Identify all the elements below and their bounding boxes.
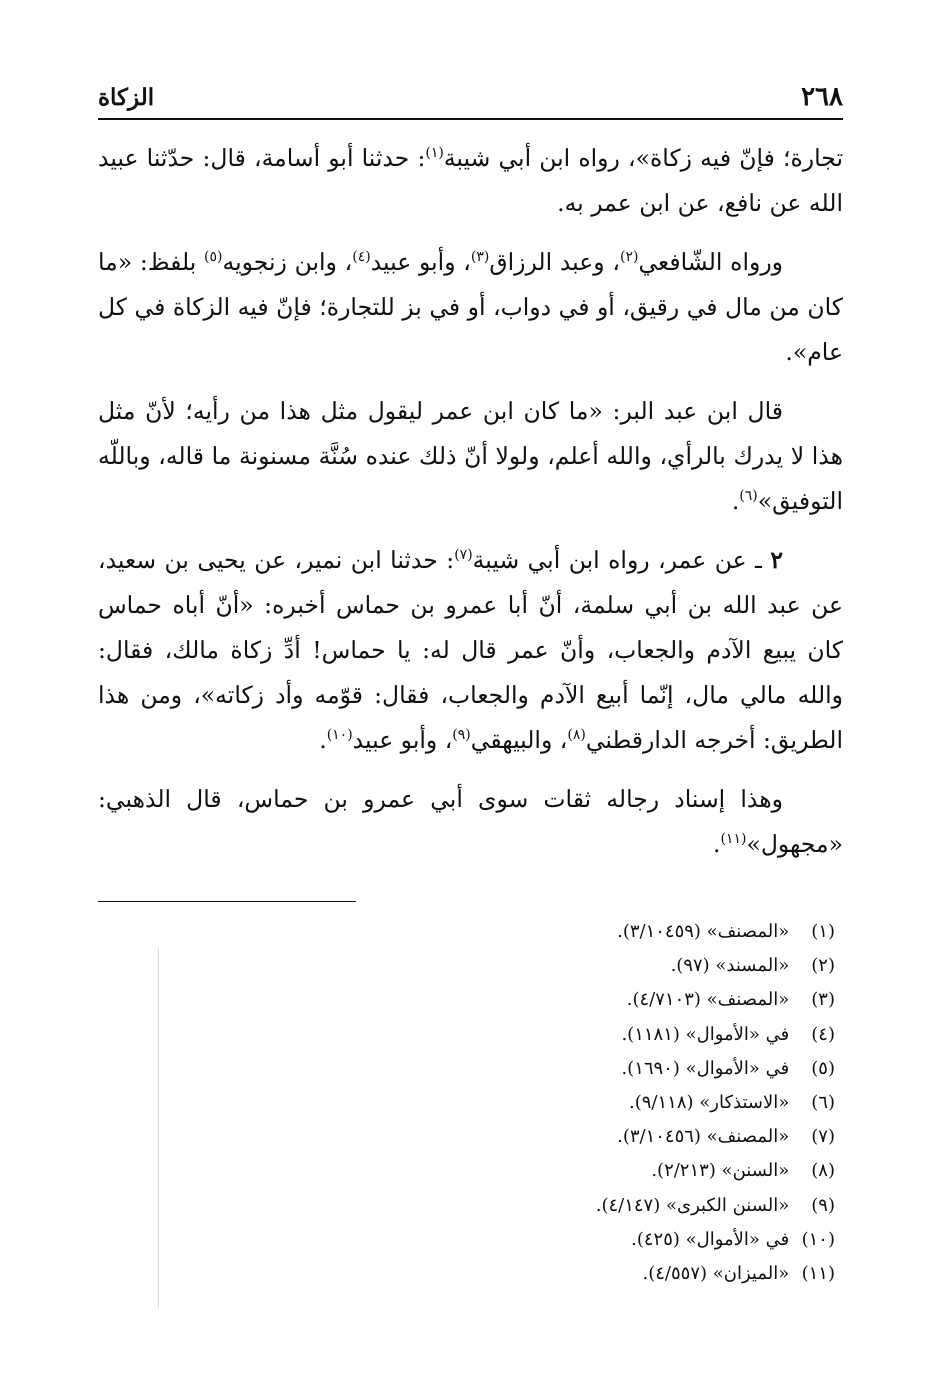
footnote-item [435,1257,835,1291]
footnote-item [435,915,835,949]
footnote-ref: (١) [425,145,444,162]
footnote-text: «الاستذكار» (٩/١١٨). [629,1092,790,1114]
paragraph-4 [98,538,843,763]
text-segment: ـ عن عمر، رواه ابن أبي شيبة [472,546,771,574]
paragraph-5 [98,777,843,867]
text-segment: : حدثنا أبو أسامة، قال: حدّثنا عبيد الله عن نافع، عن ابن عمر به. [98,144,843,217]
paragraph-1 [98,136,843,226]
chapter-title: الزكاة [98,84,155,111]
footnote-item [435,1154,835,1188]
footnote-item [435,1223,835,1257]
item-number: ٢ [770,546,784,574]
footnote-ref: (٧) [454,547,473,564]
footnote-text: «السنن الكبرى» (٤/١٤٧). [595,1194,790,1216]
footnote-text: في «الأموال» (١١٨١). [621,1023,790,1045]
footnote-item [435,1052,835,1086]
text-segment: بلفظ: «ما كان من مال في رقيق، أو في دواب، أو في بز للتجارة؛ فإنّ فيه الزكاة في كل عام». [98,248,843,366]
paragraph-2 [98,240,843,375]
footnote-ref: (٦) [739,488,758,505]
text-segment: تجارة؛ فإنّ فيه زكاة»، رواه ابن أبي شيبة [443,144,843,172]
footnote-item [435,983,835,1017]
footnote-text: في «الأموال» (١٦٩٠). [621,1057,790,1079]
footnote-ref: (٨) [567,727,586,744]
footnote-item [435,949,835,983]
main-text [98,136,843,867]
footnote-number: (٦) [811,1092,835,1114]
text-segment: وهذا إسناد رجاله ثقات سوى أبي عمرو بن حماس، قال الذهبي: «مجهول» [98,785,843,858]
paragraph-3 [98,389,843,524]
text-segment: : حدثنا ابن نمير، عن يحيى بن سعيد، عن عبد الله بن أبي سلمة، أنّ أبا عمرو بن حماس أخبره: «أنّ أباه حماس كان يبيع الآدم والجعاب، وأنّ عمر قال له: يا حماس! أدِّ زكاة مالك، فقال: والله مالي مال، إنّما أبيع الآدم والجعاب، فقال: قوّمه وأد زكاته»، ومن هذا الطريق: أخرجه الدارقطني [98,546,843,754]
footnote-number: (٩) [811,1194,835,1216]
text-segment: ، وأبو عبيد [370,248,471,276]
footnote-number: (٥) [811,1057,835,1079]
footnote-text: «السنن» (٢/٢١٣). [651,1160,790,1182]
footnote-number: (٣) [811,989,835,1011]
footnote-number: (١) [811,921,835,942]
text-segment: ورواه الشّافعي [638,248,784,276]
footnote-item [435,1086,835,1120]
footnote-divider [98,901,356,902]
footnote-text: «المصنف» (٣/١٠٤٥٦). [617,1126,790,1148]
text-segment: ، وابن زنجويه [222,248,353,276]
text-segment: قال ابن عبد البر: «ما كان ابن عمر ليقول مثل هذا من رأيه؛ لأنّ مثل هذا لا يدرك بالرأي، والله أعلم، ولولا أنّ ذلك عنده سُنَّة مسنونة ما قاله، وباللّه التوفيق» [98,397,843,515]
footnote-ref: (٥) [204,249,223,266]
text-segment: . [319,726,327,754]
footnote-item [435,1120,835,1154]
footnote-ref: (٣) [470,249,490,266]
text-segment: . [712,830,721,858]
text-segment: ، والبيهقي [470,726,568,754]
footnote-number: (٢) [811,955,835,977]
footnote-number: (٨) [811,1160,835,1182]
footnote-text: في «الأموال» (٤٢٥). [631,1228,790,1250]
footnote-number: (٧) [811,1126,835,1148]
footnotes [435,915,835,1291]
footnote-number: (١٠) [801,1228,835,1250]
footnote-text: «المصنف» (٣/١٠٤٥٩). [617,921,790,942]
footnote-text: «المسند» (٩٧). [670,955,790,977]
footnote-ref: (١١) [720,831,747,848]
text-segment: ، وعبد الرزاق [489,248,620,276]
book-page [98,78,843,1308]
footnote-text: «المصنف» (٤/٧١٠٣). [626,989,790,1011]
footnote-number: (٤) [811,1023,835,1045]
footnote-text: «الميزان» (٤/٥٥٧). [642,1263,790,1285]
footnote-ref: (٢) [619,249,639,266]
footnote-number: (١١) [801,1263,835,1285]
text-segment: ، وأبو عبيد [352,726,453,754]
footnote-item [435,1189,835,1223]
footnote-ref: (٤) [352,249,371,266]
footnote-item [435,1018,835,1052]
footnote-ref: (١٠) [326,727,353,744]
scan-margin-line [158,948,159,1308]
running-header [98,78,843,120]
footnote-ref: (٩) [452,727,471,744]
page-number: ٢٦٨ [801,82,843,112]
text-segment: . [731,487,740,515]
